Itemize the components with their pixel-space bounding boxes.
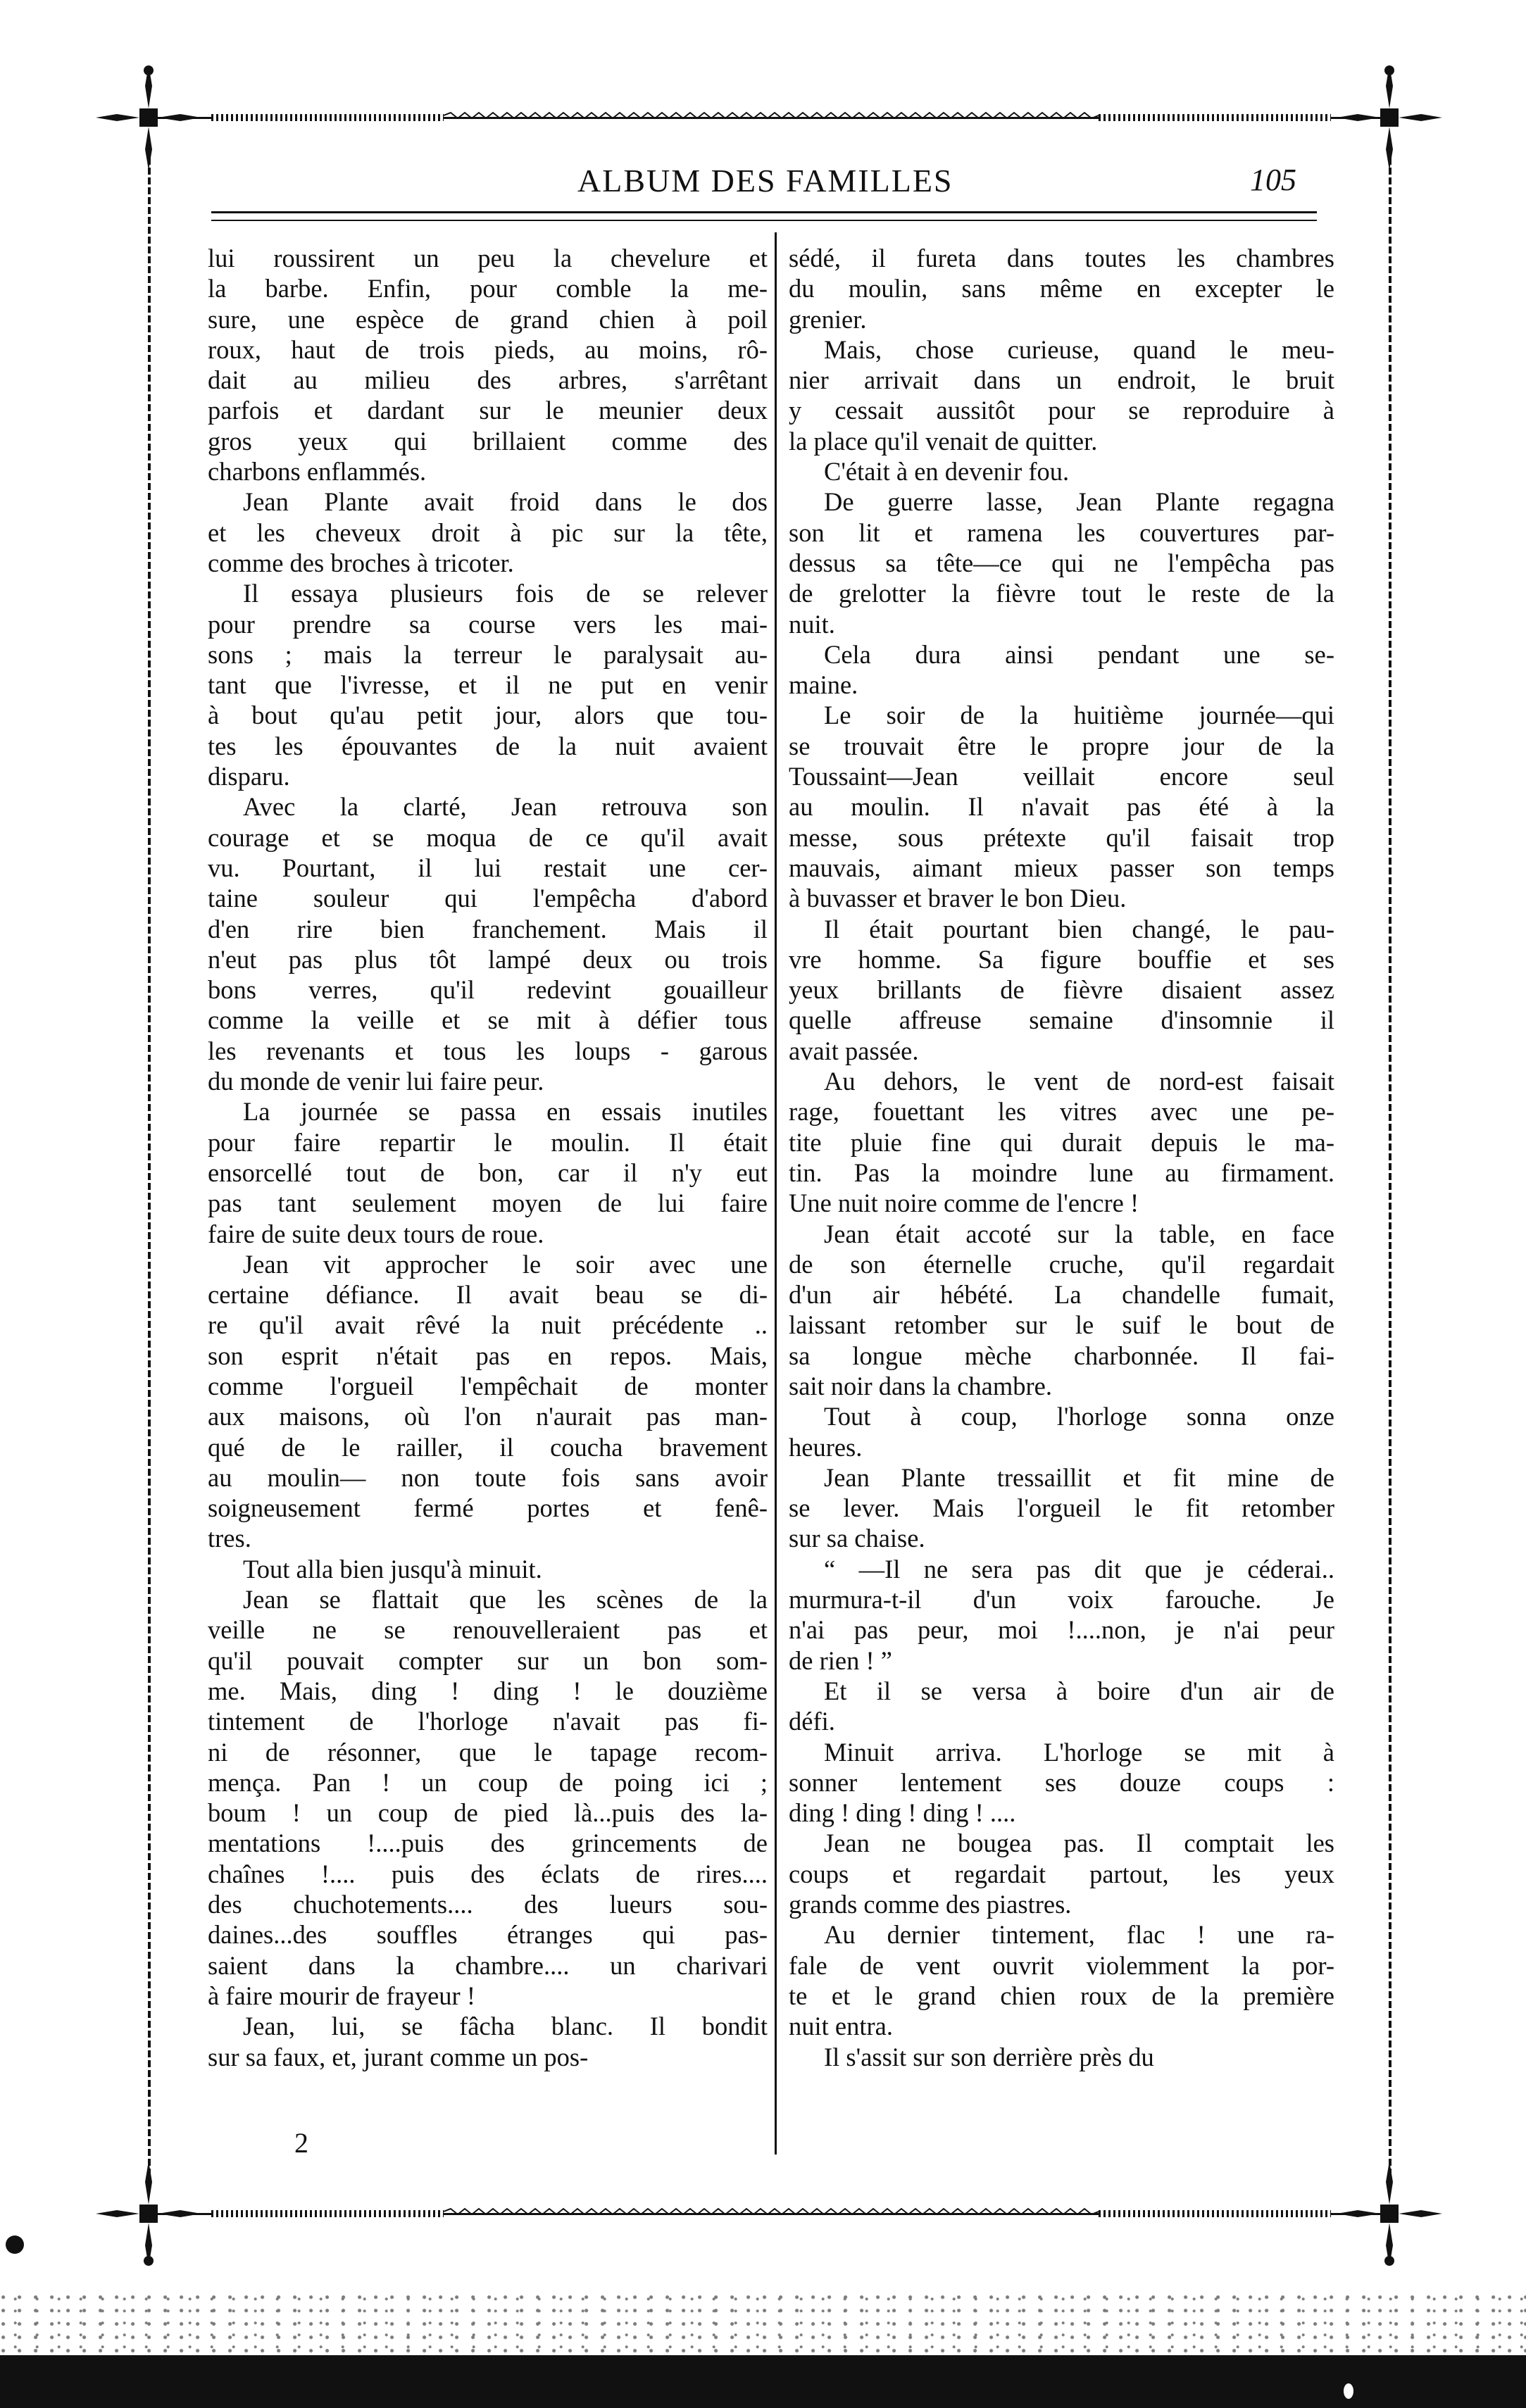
- text-line: fale de vent ouvrit violemment la por-: [789, 1950, 1334, 1980]
- text-line: se lever. Mais l'orgueil le fit retomber: [789, 1493, 1334, 1523]
- text-line: De guerre lasse, Jean Plante regagna: [824, 487, 1334, 517]
- text-line: y cessait aussitôt pour se reproduire à: [789, 396, 1334, 425]
- text-line: son esprit n'était pas en repos. Mais,: [208, 1341, 768, 1370]
- frame-top-wave: [444, 111, 1099, 120]
- text-line: de grelotter la fièvre tout le reste de la: [789, 579, 1334, 608]
- cross-flourish-icon: [96, 65, 201, 170]
- text-line: Jean était accoté sur la table, en face: [824, 1219, 1334, 1248]
- text-line: Mais, chose curieuse, quand le meu-: [824, 334, 1334, 364]
- text-line: avait passée.: [789, 1036, 919, 1065]
- frame-right-line: [1389, 148, 1391, 2190]
- text-line: tite pluie fine qui durait depuis le ma-: [789, 1127, 1334, 1157]
- text-line: mença. Pan ! un coup de poing ici ;: [208, 1767, 768, 1797]
- text-line: Au dernier tintement, flac ! une ra-: [824, 1920, 1334, 1950]
- text-line: mauvais, aimant mieux passer son temps: [789, 853, 1334, 882]
- text-line: au moulin. Il n'avait pas été à la: [789, 792, 1334, 822]
- text-line: Au dehors, le vent de nord-est faisait: [824, 1067, 1334, 1096]
- text-line: sons ; mais la terreur le paralysait au-: [208, 639, 768, 669]
- text-line: sonner lentement ses douze coups :: [789, 1767, 1334, 1797]
- text-line: me. Mais, ding ! ding ! le douzième: [208, 1676, 768, 1705]
- text-line: taine souleur qui l'empêcha d'abord: [208, 884, 768, 913]
- text-line: pour prendre sa course vers les mai-: [208, 609, 768, 639]
- text-line: Jean, lui, se fâcha blanc. Il bondit: [243, 2012, 768, 2041]
- text-line: la place qu'il venait de quitter.: [789, 426, 1098, 456]
- text-line: Tout à coup, l'horloge sonna onze: [824, 1402, 1334, 1431]
- text-line: vu. Pourtant, il lui restait une cer-: [208, 853, 768, 882]
- text-line: sédé, il fureta dans toutes les chambres: [789, 244, 1334, 272]
- text-line: boum ! un coup de pied là...puis des la-: [208, 1798, 768, 1828]
- text-line: comme l'orgueil l'empêchait de monter: [208, 1371, 768, 1400]
- text-line: sur sa faux, et, jurant comme un pos-: [208, 2042, 589, 2071]
- text-line: à faire mourir de frayeur !: [208, 1981, 475, 2010]
- column-divider: [775, 232, 777, 2155]
- frame-bottom-wave: [444, 2207, 1099, 2216]
- text-line: quelle affreuse semaine d'insomnie il: [789, 1005, 1334, 1035]
- text-line: C'était à en devenir fou.: [824, 457, 1070, 487]
- text-line: chaînes !.... puis des éclats de rires....: [208, 1859, 768, 1888]
- running-title: ALBUM DES FAMILLES: [577, 163, 953, 199]
- text-line: ensorcellé tout de bon, car il n'y eut: [208, 1158, 768, 1187]
- text-line: tres.: [208, 1524, 251, 1553]
- signature-mark: 2: [294, 2127, 308, 2159]
- text-line: d'en rire bien franchement. Mais il: [208, 914, 768, 943]
- text-line: “ —Il ne sera pas dit que je céderai..: [824, 1554, 1334, 1584]
- text-line: au moulin— non toute fois sans avoir: [208, 1462, 768, 1492]
- text-line: Jean vit approcher le soir avec une: [243, 1249, 768, 1279]
- text-line: d'un air hébété. La chandelle fumait,: [789, 1280, 1334, 1310]
- text-line: du moulin, sans même en excepter le: [789, 274, 1334, 303]
- text-line: Toussaint—Jean veillait encore seul: [789, 762, 1334, 791]
- text-line: Il était pourtant bien changé, le pau-: [824, 914, 1334, 943]
- text-line: murmura-t-il d'un voix farouche. Je: [789, 1585, 1334, 1614]
- scan-noise: [0, 2292, 1526, 2355]
- right-text-column: [789, 243, 1334, 2072]
- text-line: comme des broches à tricoter.: [208, 548, 514, 577]
- text-line: pas tant seulement moyen de lui faire: [208, 1189, 768, 1218]
- text-line: Jean se flattait que les scènes de la: [243, 1585, 768, 1614]
- text-line: nuit.: [789, 609, 835, 639]
- text-line: saient dans la chambre.... un charivari: [208, 1950, 768, 1980]
- text-line: et les cheveux droit à pic sur la tête,: [208, 518, 768, 547]
- text-line: La journée se passa en essais inutiles: [243, 1097, 768, 1127]
- header-rule: [211, 211, 1317, 213]
- text-line: Il essaya plusieurs fois de se relever: [243, 579, 768, 608]
- page-header: [0, 162, 1526, 204]
- text-line: lui roussirent un peu la chevelure et: [208, 244, 768, 272]
- text-line: sur sa chaise.: [789, 1524, 925, 1553]
- text-line: roux, haut de trois pieds, au moins, rô-: [208, 334, 768, 364]
- text-line: Jean ne bougea pas. Il comptait les: [824, 1829, 1334, 1858]
- left-text-column: [208, 243, 768, 2072]
- text-line: te et le grand chien roux de la première: [789, 1981, 1334, 2010]
- text-line: Cela dura ainsi pendant une se-: [824, 639, 1334, 669]
- text-line: Tout alla bien jusqu'à minuit.: [243, 1554, 542, 1584]
- text-line: Jean Plante avait froid dans le dos: [243, 487, 768, 517]
- frame-bottom-hatch-left: [211, 2210, 444, 2217]
- text-line: Minuit arriva. L'horloge se mit à: [824, 1737, 1334, 1767]
- text-line: sa longue mèche charbonnée. Il fai-: [789, 1341, 1334, 1370]
- text-line: du monde de venir lui faire peur.: [208, 1067, 544, 1096]
- text-line: à bout qu'au petit jour, alors que tou-: [208, 701, 768, 730]
- text-line: soigneusement fermé portes et fenê-: [208, 1493, 768, 1523]
- text-line: dessus sa tête—ce qui ne l'empêcha pas: [789, 548, 1334, 577]
- text-line: charbons enflammés.: [208, 457, 427, 487]
- text-line: parfois et dardant sur le meunier deux: [208, 396, 768, 425]
- scan-edge-bar: [0, 2355, 1526, 2408]
- text-line: des chuchotements.... des lueurs sou-: [208, 1890, 768, 1919]
- text-line: Il s'assit sur son derrière près du: [824, 2042, 1154, 2071]
- text-line: coups et regardait partout, les yeux: [789, 1859, 1334, 1888]
- text-line: disparu.: [208, 762, 290, 791]
- text-line: maine.: [789, 670, 858, 700]
- text-line: heures.: [789, 1432, 863, 1462]
- frame-top-hatch-left: [211, 114, 444, 121]
- text-line: pour faire repartir le moulin. Il était: [208, 1127, 768, 1157]
- text-line: Jean Plante tressaillit et fit mine de: [824, 1462, 1334, 1492]
- text-line: grenier.: [789, 304, 867, 334]
- text-line: Le soir de la huitième journée—qui: [824, 701, 1334, 730]
- frame-bottom-hatch-right: [1099, 2210, 1331, 2217]
- text-line: la barbe. Enfin, pour comble la me-: [208, 274, 768, 303]
- text-line: nuit entra.: [789, 2012, 893, 2041]
- text-line: yeux brillants de fièvre disaient assez: [789, 975, 1334, 1005]
- text-line: re qu'il avait rêvé la nuit précédente ..: [208, 1310, 768, 1340]
- text-line: tes les épouvantes de la nuit avaient: [208, 731, 768, 760]
- text-line: à buvasser et braver le bon Dieu.: [789, 884, 1127, 913]
- cross-flourish-icon: [1337, 2161, 1442, 2266]
- frame-top-hatch-right: [1099, 114, 1331, 121]
- text-line: faire de suite deux tours de roue.: [208, 1219, 544, 1248]
- text-line: mentations !....puis des grincements de: [208, 1829, 768, 1858]
- text-line: laissant retomber sur le suif le bout de: [789, 1310, 1334, 1340]
- text-line: sait noir dans la chambre.: [789, 1371, 1053, 1400]
- text-line: qu'il pouvait compter sur un bon som-: [208, 1645, 768, 1675]
- cross-flourish-icon: [96, 2161, 201, 2266]
- cross-flourish-icon: [1337, 65, 1442, 170]
- text-line: comme la veille et se mit à défier tous: [208, 1005, 768, 1035]
- text-line: nier arrivait dans un endroit, le bruit: [789, 365, 1334, 395]
- text-line: se trouvait être le propre jour de la: [789, 731, 1334, 760]
- header-rule-thin: [211, 220, 1317, 221]
- text-line: gros yeux qui brillaient comme des: [208, 426, 768, 456]
- text-line: Une nuit noire comme de l'encre !: [789, 1189, 1139, 1218]
- text-line: ding ! ding ! ding ! ....: [789, 1798, 1016, 1828]
- text-line: Et il se versa à boire d'un air de: [824, 1676, 1334, 1705]
- text-line: n'eut pas plus tôt lampé deux ou trois: [208, 944, 768, 974]
- text-line: veille ne se renouvelleraient pas et: [208, 1615, 768, 1645]
- text-line: bons verres, qu'il redevint gouailleur: [208, 975, 768, 1005]
- text-line: courage et se moqua de ce qu'il avait: [208, 822, 768, 852]
- text-line: les revenants et tous les loups - garous: [208, 1036, 768, 1065]
- text-line: dait au milieu des arbres, s'arrêtant: [208, 365, 768, 395]
- text-line: vre homme. Sa figure bouffie et ses: [789, 944, 1334, 974]
- text-line: grands comme des piastres.: [789, 1890, 1072, 1919]
- text-line: n'ai pas peur, moi !....non, je n'ai peur: [789, 1615, 1334, 1645]
- text-line: ni de résonner, que le tapage recom-: [208, 1737, 768, 1767]
- text-line: qué de le railler, il coucha bravement: [208, 1432, 768, 1462]
- text-line: daines...des souffles étranges qui pas-: [208, 1920, 768, 1950]
- text-line: aux maisons, où l'on n'aurait pas man-: [208, 1402, 768, 1431]
- text-line: messe, sous prétexte qu'il faisait trop: [789, 822, 1334, 852]
- page-number: 105: [1250, 163, 1296, 197]
- text-line: tant que l'ivresse, et il ne put en venir: [208, 670, 768, 700]
- text-line: défi.: [789, 1707, 835, 1736]
- scan-speck: [6, 2235, 24, 2254]
- text-line: sure, une espèce de grand chien à poil: [208, 304, 768, 334]
- scan-speck: [1344, 2383, 1353, 2399]
- text-line: rage, fouettant les vitres avec une pe-: [789, 1097, 1334, 1127]
- text-line: de rien ! ”: [789, 1645, 892, 1675]
- text-line: Avec la clarté, Jean retrouva son: [243, 792, 768, 822]
- frame-left-line: [148, 148, 151, 2190]
- text-line: de son éternelle cruche, qu'il regardait: [789, 1249, 1334, 1279]
- text-line: son lit et ramena les couvertures par-: [789, 518, 1334, 547]
- text-line: tintement de l'horloge n'avait pas fi-: [208, 1707, 768, 1736]
- text-line: tin. Pas la moindre lune au firmament.: [789, 1158, 1334, 1187]
- text-line: certaine défiance. Il avait beau se di-: [208, 1280, 768, 1310]
